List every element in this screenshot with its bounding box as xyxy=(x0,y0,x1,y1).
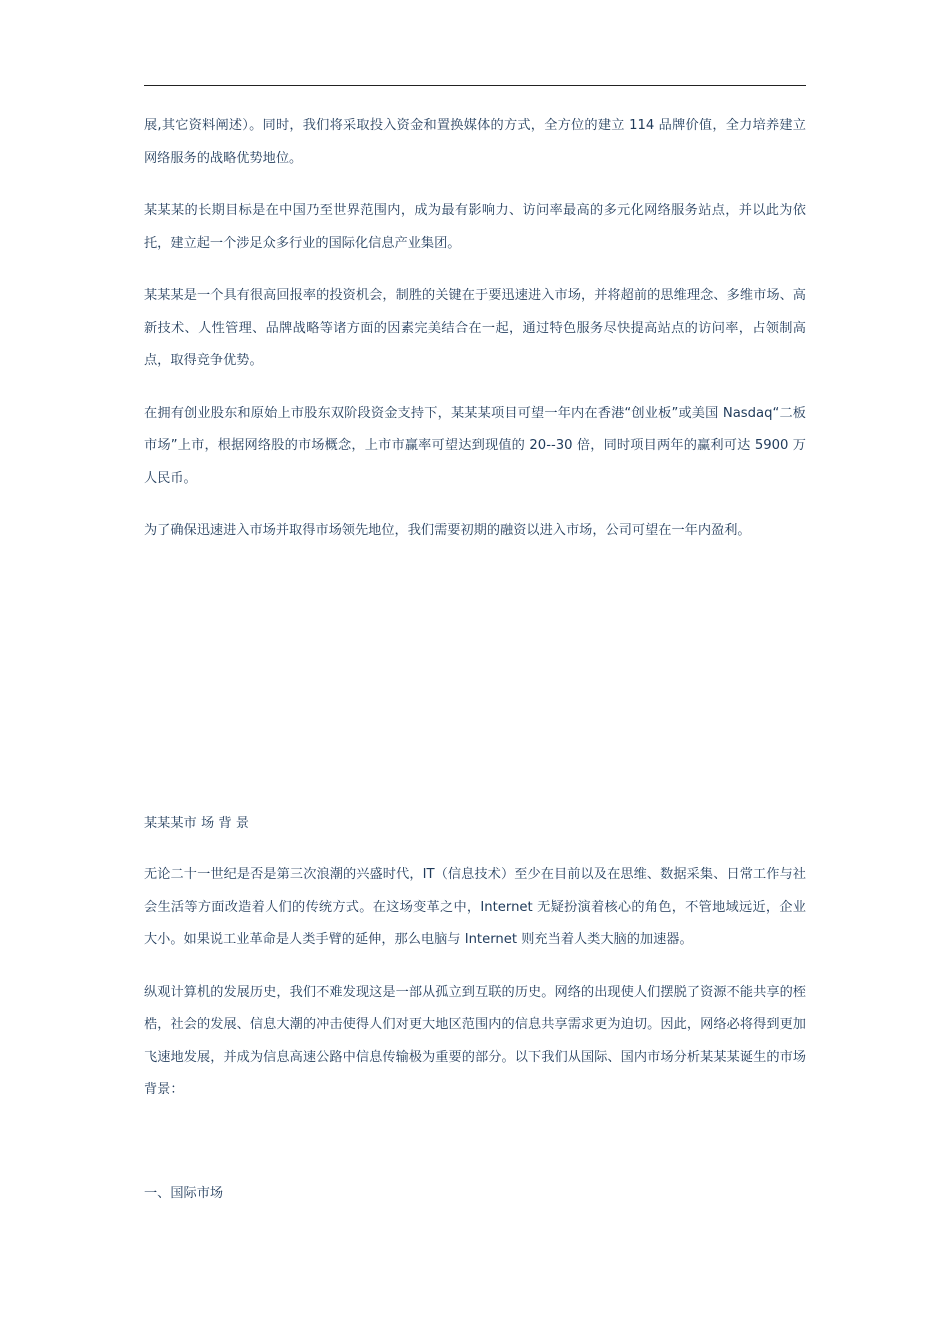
paragraph: 某某某的长期目标是在中国乃至世界范围内，成为最有影响力、访问率最高的多元化网络服务站点，并以此为依托，建立起一个涉足众多行业的国际化信息产业集团。 xyxy=(144,203,806,251)
intro-section xyxy=(144,110,806,568)
paragraph: 某某某是一个具有很高回报率的投资机会，制胜的关键在于要迅速进入市场，并将超前的思维理念、多维市场、高新技术、人性管理、品牌战略等诸方面的因素完美结合在一起，通过特色服务尽快提高站点的访问率，占领制高点，取得竞争优势。 xyxy=(144,288,806,368)
section-heading: 某某某市 场 背 景 xyxy=(144,816,249,831)
subsection-heading: 一、国际市场 xyxy=(144,1186,224,1201)
header-rule xyxy=(144,85,806,86)
paragraph: 纵观计算机的发展历史，我们不难发现这是一部从孤立到互联的历史。网络的出现使人们摆脱了资源不能共享的桎梏，社会的发展、信息大潮的冲击使得人们对更大地区范围内的信息共享需求更为迫切。因此，网络必将得到更加飞速地发展，并成为信息高速公路中信息传输极为重要的部分。以下我们从国际、国内市场分析某某某诞生的市场背景： xyxy=(144,984,806,1097)
paragraph: 无论二十一世纪是否是第三次浪潮的兴盛时代，IT（信息技术）至少在目前以及在思维、数据采集、日常工作与社会生活等方面改造着人们的传统方式。在这场变革之中，Internet 无疑扮演着核心的角色，不管地域远近，企业大小。如果说工业革命是人类手臂的延伸，那么电脑与 Internet 则充当着人类大脑的加速器。 xyxy=(144,867,806,947)
paragraph: 为了确保迅速进入市场并取得市场领先地位，我们需要初期的融资以进入市场，公司可望在一年内盈利。 xyxy=(144,523,751,538)
paragraph: 在拥有创业股东和原始上市股东双阶段资金支持下，某某某项目可望一年内在香港“创业板”或美国 Nasdaq“二板市场”上市，根据网络股的市场概念，上市市赢率可望达到现值的 20--30 倍，同时项目两年的赢利可达 5900 万人民币。 xyxy=(144,405,806,486)
paragraph: 展,其它资料阐述）。同时，我们将采取投入资金和置换媒体的方式，全方位的建立 114 品牌价值，全力培养建立网络服务的战略优势地位。 xyxy=(144,118,806,166)
market-background-section xyxy=(144,859,806,1127)
